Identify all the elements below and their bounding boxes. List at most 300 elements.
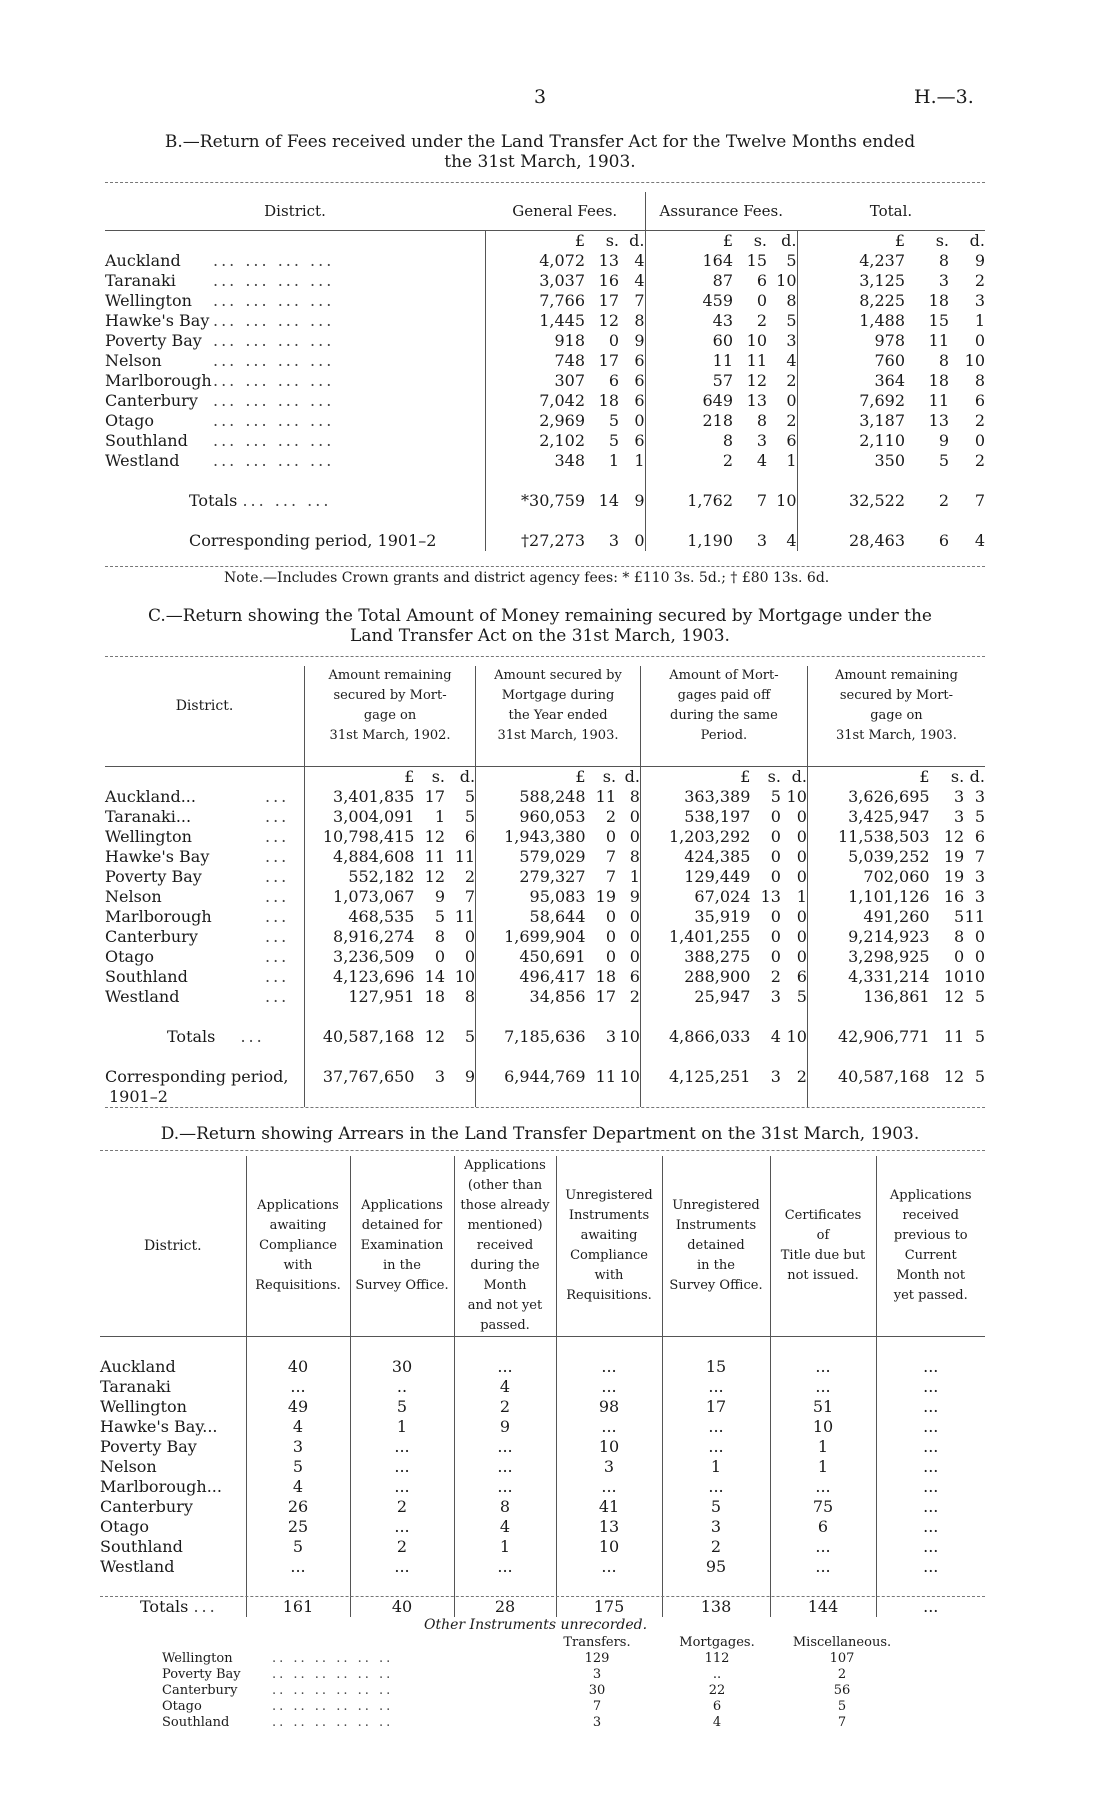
c1-shillings: 12 [424,867,446,886]
arrears-cell: 5 [662,1497,770,1517]
c4-shillings: 5 [953,907,965,926]
corr-c1-pounds: 37,767,650 [305,1067,415,1087]
c2-pounds: 1,699,904 [476,927,586,947]
district-name: Poverty Bay [100,1437,197,1456]
c4-pence: 5 [974,807,985,826]
arrears-cell: 15 [662,1357,770,1377]
district-cell [105,827,305,847]
general-pounds: 4,072 [485,251,585,271]
c4-shillings: 3 [953,807,965,826]
table-row [100,1557,985,1577]
c1-pounds: 3,401,835 [305,787,415,807]
instrument-count: 6 [712,1698,722,1714]
district-name: Hawke's Bay... [100,1417,218,1436]
arrears-cell: 6 [770,1517,876,1537]
arrears-cell: ... [876,1417,985,1437]
arrears-cell: ... [246,1557,350,1577]
c4-shillings: 19 [943,867,965,886]
arrears-cell: 10 [556,1537,662,1557]
header-line: Amount remaining [834,668,958,683]
table-row [105,967,985,987]
c1-pounds: 8,916,274 [305,927,415,947]
district-name: Westland [105,987,180,1006]
arrears-cell: ... [454,1477,556,1497]
general-pence: 6 [634,390,645,410]
total-pounds: 1,488 [797,311,905,331]
arrears-cell: ... [770,1477,876,1497]
general-pence: 0 [634,410,645,430]
c1-shillings: 0 [434,947,446,966]
leader-dots: ... [265,827,290,846]
district-name: Marlborough... [100,1477,222,1496]
arrears-cell: 4 [454,1377,556,1397]
c4-shillings: 0 [953,947,965,966]
totals-assurance-pence: 10 [776,490,797,510]
general-shillings: 5 [608,430,619,450]
c4-pence: 7 [974,847,985,866]
district-name: Canterbury [162,1682,238,1698]
leader-dots: ... ... ... ... [213,410,335,430]
total-pence: 2 [974,270,985,290]
arrears-cell: ... [454,1457,556,1477]
c4-pence: 6 [974,827,985,846]
assurance-pounds: 43 [645,311,733,331]
general-pounds: 2,969 [485,411,585,431]
district-name: Nelson [105,887,162,906]
header-line: gages paid off [677,688,771,703]
header-line: Unregistered [672,1198,760,1213]
c3-pounds: 67,024 [640,887,750,907]
table-b-corresponding-row [105,531,985,551]
col-miscellaneous-header: Miscellaneous. [792,1634,892,1650]
c2-shillings: 19 [595,887,617,906]
totals-label: Totals ... ... ... [189,490,332,510]
leader-dots: ... ... ... ... [213,430,335,450]
header-line: Current [904,1248,957,1263]
c4-pence: 3 [974,887,985,906]
header-line: in the [383,1258,421,1273]
total-pence: 3 [974,290,985,310]
c1-pounds: 1,073,067 [305,887,415,907]
c3-pence: 0 [796,867,807,886]
district-name: Westland [105,450,180,470]
col-secured-during-year-header [476,666,641,746]
col-certificates-header [770,1156,876,1337]
table-row [100,1457,985,1477]
table-row [105,847,985,867]
c4-shillings: 12 [943,827,965,846]
arrears-cell: ... [876,1477,985,1497]
leader-dots: ... [265,847,290,866]
corresponding-label: Corresponding period, 1901–2 [189,530,437,550]
assurance-shillings: 0 [756,290,767,310]
district-name: Hawke's Bay [105,847,210,866]
arrears-cell: ... [876,1497,985,1517]
arrears-cell: 25 [246,1517,350,1537]
header-line: Unregistered [565,1188,653,1203]
c2-pence: 1 [629,867,640,886]
instrument-count: 5 [837,1698,847,1714]
table-c-top-rule [105,656,985,657]
c3-pounds: 288,900 [640,967,750,987]
col-paid-off-header [640,666,807,746]
c1-shillings: 12 [424,827,446,846]
header-line: Title due but [780,1248,866,1263]
district-name: Westland [100,1557,175,1576]
shillings-label: s. [935,230,949,250]
instrument-count: .. [712,1666,722,1682]
arrears-cell: 4 [246,1417,350,1437]
c3-pence: 0 [796,947,807,966]
general-pence: 6 [634,430,645,450]
header-line: awaiting [580,1228,638,1243]
c2-pounds: 450,691 [476,947,586,967]
c1-shillings: 14 [424,967,446,986]
pence-label: d. [969,230,985,250]
table-row [100,1537,985,1557]
general-pence: 6 [634,350,645,370]
totals-assurance-pounds: 1,762 [645,491,733,511]
corr-general-pence: 0 [634,530,645,550]
c3-shillings: 0 [770,827,781,846]
table-c-title [90,606,990,646]
district-cell [162,1650,542,1666]
district-cell [105,967,305,987]
header-line: Month [483,1278,527,1293]
table-b-totals-row [105,491,985,511]
general-shillings: 6 [608,370,619,390]
leader-dots: ... [265,927,290,946]
total-pounds: 760 [797,351,905,371]
header-line: in the [697,1258,735,1273]
corr-c4-pence: 5 [974,1067,985,1086]
table-row [105,411,985,431]
district-name: Southland [100,1537,183,1556]
district-cell [105,371,485,391]
lsd-header-row [105,230,985,251]
totals-c4-pence: 5 [974,1027,985,1046]
arrears-cell: 13 [556,1517,662,1537]
corr-c4-shillings: 12 [943,1067,965,1086]
arrears-cell: ... [876,1437,985,1457]
c4-pounds: 1,101,126 [807,887,929,907]
arrears-cell: ... [556,1417,662,1437]
col-assurance-header: Assurance Fees. [645,192,797,230]
arrears-cell: ... [876,1357,985,1377]
district-cell [100,1537,246,1557]
general-pounds: 2,102 [485,431,585,451]
leader-dots: .. .. .. .. .. .. [272,1650,394,1666]
c2-shillings: 0 [605,927,617,946]
total-pence: 0 [974,330,985,350]
assurance-shillings: 10 [746,330,767,350]
district-name: Auckland [100,1357,176,1376]
header-line: mentioned) [467,1218,543,1233]
general-shillings: 0 [608,330,619,350]
col-general-header: General Fees. [512,201,618,220]
header-line: Compliance [259,1238,337,1253]
table-row [162,1650,902,1666]
table-b-bottom-rule [105,566,985,567]
arrears-cell: ... [770,1557,876,1577]
district-name: Wellington [100,1397,187,1416]
pounds-label: £ [305,767,415,788]
header-line: Month not [896,1268,966,1283]
c4-shillings: 3 [953,787,965,806]
leader-dots: ... ... ... ... [213,290,335,310]
c1-pence: 5 [464,807,476,826]
district-cell [105,847,305,867]
district-name: Auckland... [105,787,196,806]
shillings-label: s. [753,230,767,250]
instrument-count: 2 [837,1666,847,1682]
leader-dots: ... ... ... ... [213,330,335,350]
totals-c2-pounds: 7,185,636 [476,1027,586,1047]
district-cell [105,311,485,331]
c3-pounds: 1,203,292 [640,827,750,847]
table-b-title-line1: B.—Return of Fees received under the Land Transfer Act for the Twelve Months ended [164,132,916,152]
district-name: Nelson [100,1457,157,1476]
col-remaining-1903-header [807,666,985,746]
assurance-pence: 6 [786,430,797,450]
header-line: Requisitions. [255,1278,341,1293]
assurance-pence: 4 [786,350,797,370]
district-cell [105,431,485,451]
district-name: Auckland [105,250,181,270]
total-pounds: 3,187 [797,411,905,431]
leader-dots: .. .. .. .. .. .. [272,1682,394,1698]
header-line: Mortgage during [501,688,615,703]
header-line: Applications [257,1198,339,1213]
c2-shillings: 11 [595,787,617,806]
table-row [162,1666,902,1682]
arrears-cell: ... [556,1377,662,1397]
table-c-bottom-rule [105,1107,985,1108]
c3-pounds: 129,449 [640,867,750,887]
c3-shillings: 0 [770,847,781,866]
general-pounds: 7,042 [485,391,585,411]
total-shillings: 8 [938,250,949,270]
header-line: previous to [893,1228,968,1243]
district-cell [100,1497,246,1517]
table-row [105,907,985,927]
c1-pence: 0 [464,927,476,946]
leader-dots: ... [265,947,290,966]
table-row [105,391,985,411]
district-name: Otago [105,947,154,966]
total-shillings: 13 [928,410,949,430]
district-cell [162,1698,542,1714]
table-row [105,987,985,1007]
arrears-cell: ... [662,1377,770,1397]
table-c-title-line2: Land Transfer Act on the 31st March, 1903. [350,626,730,646]
table-row [105,787,985,807]
leader-dots: ... [265,967,290,986]
c2-pence: 0 [629,947,640,966]
district-name: Marlborough [105,370,212,390]
c4-shillings: 10 [943,967,965,986]
arrears-cell: ... [876,1397,985,1417]
c4-pounds: 3,626,695 [807,787,929,807]
general-pounds: 1,445 [485,311,585,331]
arrears-cell: 1 [770,1457,876,1477]
pence-label: d. [629,230,645,250]
total-pence: 8 [974,370,985,390]
c4-shillings: 16 [943,887,965,906]
header-line: Compliance [570,1248,648,1263]
instrument-count: 112 [704,1650,730,1666]
totals-cell: 161 [246,1597,350,1617]
col-awaiting-compliance-header [246,1156,350,1337]
shillings-label: s. [605,230,619,250]
c1-shillings: 18 [424,987,446,1006]
district-name: Taranaki... [105,807,192,826]
c2-pence: 0 [629,907,640,926]
c4-pence: 0 [974,927,985,946]
total-pounds: 8,225 [797,291,905,311]
district-name: Southland [162,1714,230,1730]
district-name: Southland [105,430,188,450]
c4-pounds: 9,214,923 [807,927,929,947]
district-name: Poverty Bay [162,1666,241,1682]
arrears-cell: 26 [246,1497,350,1517]
district-cell [105,411,485,431]
assurance-pounds: 649 [645,391,733,411]
district-name: Taranaki [100,1377,171,1396]
page-number: 3 [534,86,547,108]
header-line: secured by Mort- [333,688,447,703]
corr-general-shillings: 3 [608,530,619,550]
total-pence: 9 [974,250,985,270]
c2-pounds: 58,644 [476,907,586,927]
table-d [100,1156,985,1617]
leader-dots: ... [265,787,290,806]
c2-shillings: 0 [605,827,617,846]
total-pounds: 364 [797,371,905,391]
header-line: with [594,1268,624,1283]
instrument-count: 22 [708,1682,726,1698]
general-shillings: 12 [598,310,619,330]
c2-pence: 0 [629,807,640,826]
table-row [100,1497,985,1517]
totals-total-pence: 7 [974,490,985,510]
arrears-cell: ... [662,1437,770,1457]
general-shillings: 16 [598,270,619,290]
c2-pence: 0 [629,927,640,946]
total-shillings: 18 [928,370,949,390]
c1-pence: 2 [464,867,476,886]
header-line: Applications [889,1188,972,1203]
district-cell [162,1682,542,1698]
c3-pounds: 35,919 [640,907,750,927]
c4-pence: 10 [964,967,985,986]
arrears-cell: ... [556,1557,662,1577]
pence-label: d. [781,230,797,250]
general-pence: 4 [634,250,645,270]
c1-pounds: 3,004,091 [305,807,415,827]
general-pence: 8 [634,310,645,330]
table-row [105,311,985,331]
total-shillings: 11 [928,330,949,350]
c3-shillings: 0 [770,807,781,826]
header-line: the Year ended [508,708,608,723]
c1-pounds: 4,123,696 [305,967,415,987]
document-reference: H.—3. [914,86,974,108]
instrument-count: 107 [829,1650,855,1666]
table-row [105,291,985,311]
arrears-cell: ... [350,1477,454,1497]
col-other-applications-header [454,1156,556,1337]
district-name: Southland [105,967,188,986]
corr-c2-shillings: 11 [595,1067,617,1086]
shillings-label: s. [767,767,781,786]
table-row [105,947,985,967]
district-cell [105,251,485,271]
c1-pounds: 468,535 [305,907,415,927]
c3-shillings: 0 [770,867,781,886]
c2-pounds: 1,943,380 [476,827,586,847]
c4-pounds: 3,298,925 [807,947,929,967]
arrears-cell: 1 [662,1457,770,1477]
district-name: Taranaki [105,270,176,290]
district-name: Otago [162,1698,202,1714]
arrears-cell: ... [662,1417,770,1437]
assurance-pounds: 218 [645,411,733,431]
c3-pence: 5 [796,987,807,1006]
c3-shillings: 0 [770,947,781,966]
c1-pounds: 3,236,509 [305,947,415,967]
general-pounds: 748 [485,351,585,371]
corr-general-pounds: †27,273 [485,531,585,551]
header-line: Instruments [675,1218,757,1233]
assurance-pounds: 60 [645,331,733,351]
arrears-cell: ... [876,1557,985,1577]
assurance-shillings: 3 [756,430,767,450]
arrears-cell: ... [454,1557,556,1577]
arrears-cell: ... [770,1377,876,1397]
c1-pence: 7 [464,887,476,906]
total-shillings: 9 [938,430,949,450]
totals-general-pounds: *30,759 [485,491,585,511]
assurance-pence: 5 [786,310,797,330]
district-cell [100,1517,246,1537]
totals-total-pounds: 32,522 [797,491,905,511]
table-b-note: Note.—Includes Crown grants and district agency fees: * £110 3s. 5d.; † £80 13s. 6d. [224,570,830,586]
header-line: received [476,1238,534,1253]
other-instruments-table [162,1634,902,1730]
instrument-count: 3 [592,1714,602,1730]
table-row [105,371,985,391]
leader-dots: ... ... ... ... [213,270,335,290]
general-pence: 4 [634,270,645,290]
table-row [100,1477,985,1497]
total-pence: 6 [974,390,985,410]
district-cell [162,1714,542,1730]
arrears-cell: 9 [454,1417,556,1437]
district-cell [100,1477,246,1497]
c1-shillings: 5 [434,907,446,926]
district-name: Nelson [105,350,162,370]
leader-dots: ... ... ... ... [213,310,335,330]
c1-shillings: 11 [424,847,446,866]
general-pence: 9 [634,330,645,350]
district-name: Poverty Bay [105,867,202,886]
table-d-bottom-rule [100,1596,985,1597]
totals-cell: 28 [454,1597,556,1617]
arrears-cell: 5 [246,1457,350,1477]
totals-c1-shillings: 12 [424,1027,446,1046]
district-cell [100,1397,246,1417]
